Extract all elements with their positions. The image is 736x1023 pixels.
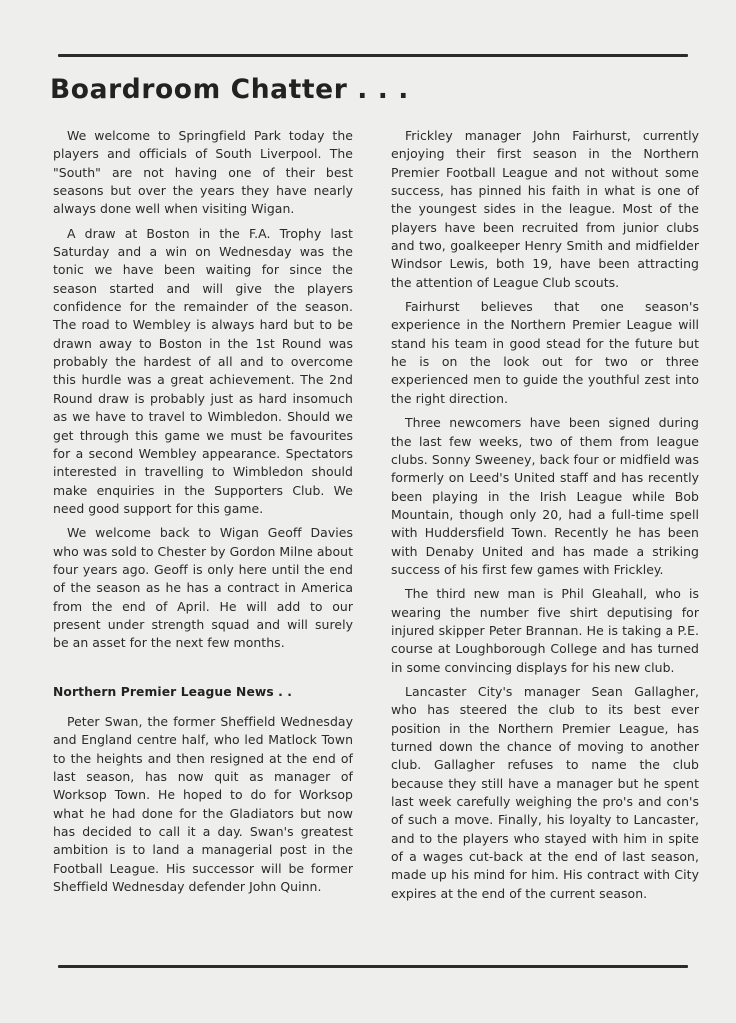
right-column bbox=[391, 127, 699, 909]
top-rule bbox=[58, 54, 688, 57]
article-paragraph: Peter Swan, the former Sheffield Wednesday and England centre half, who led Matlock Town to the heights and then resigned at the end of last season, has now quit as manager of Worksop Town. He hoped to do for Worksop what he had done for the Gladiators but now has decided to call it a day. Swan's greatest ambition is to land a managerial post in the Football League. His successor will be former Sheffield Wednesday defender John Quinn. bbox=[53, 713, 353, 895]
article-paragraph: We welcome to Springfield Park today the players and officials of South Liverpool. The "South" are not having one of their best seasons but over the years they have nearly always done well when visiting Wigan. bbox=[53, 128, 353, 217]
article-paragraph: Three newcomers have been signed during the last few weeks, two of them from league clubs. Sonny Sweeney, back four or midfield was formerly on Leed's United staff and has recently been playing in the Irish League while Bob Mountain, though only 20, had a full-time spell with Huddersfield Town. Recently he has been with Denaby United and has made a striking success of his first few games with Frickley. bbox=[391, 415, 699, 577]
article-paragraph: We welcome back to Wigan Geoff Davies who was sold to Chester by Gordon Milne about four years ago. Geoff is only here until the end of the season as he has a contract in America from the end of April. He will add to our present under strength squad and will surely be an asset for the next few months. bbox=[53, 525, 353, 651]
article-paragraph: Fairhurst believes that one season's experience in the Northern Premier League will stand his team in good stead for the future but he is on the look out for two or three experienced men to guide the youthful zest into the right direction. bbox=[391, 299, 699, 406]
article-paragraph: Frickley manager John Fairhurst, currently enjoying their first season in the Northern Premier Football League and not without some success, has pinned his faith in what is one of the youngest sides in the league. Most of the players have been recruited from junior clubs and two, goalkeeper Henry Smith and midfielder Windsor Lewis, both 19, have been attracting the attention of League Club scouts. bbox=[391, 128, 699, 290]
bottom-rule bbox=[58, 965, 688, 968]
section-heading: Northern Premier League News . . bbox=[53, 684, 293, 699]
page-title: Boardroom Chatter . . . bbox=[50, 74, 409, 105]
article-paragraph: Lancaster City's manager Sean Gallagher, who has steered the club to its best ever position in the Northern Premier League, has turned down the chance of moving to another club. Gallagher refuses to name the club because they still have a manager but he spent last week carefully weighing the pro's and con's of such a move. Finally, his loyalty to Lancaster, and to the players who stayed with him in spite of a wages cut-back at the end of last season, made up his mind for him. His contract with City expires at the end of the current season. bbox=[391, 683, 699, 901]
left-column bbox=[53, 127, 353, 902]
article-paragraph: A draw at Boston in the F.A. Trophy last Saturday and a win on Wednesday was the tonic we have been waiting for since the season started and will give the players confidence for the remainder of the season. The road to Wembley is always hard but to be drawn away to Boston in the 1st Round was probably the hardest of all and to overcome this hurdle was a great achievement. The 2nd Round draw is probably just as hard insomuch as we have to travel to Wimbledon. Should we get through this game we must be favourites for a second Wembley appearance. Spectators interested in travelling to Wimbledon should make enquiries in the Supporters Club. We need good support for this game. bbox=[53, 225, 353, 516]
article-paragraph: The third new man is Phil Gleahall, who is wearing the number five shirt deputising for injured skipper Peter Brannan. He is taking a P.E. course at Loughborough College and has turned in some convincing displays for his new club. bbox=[391, 586, 699, 675]
